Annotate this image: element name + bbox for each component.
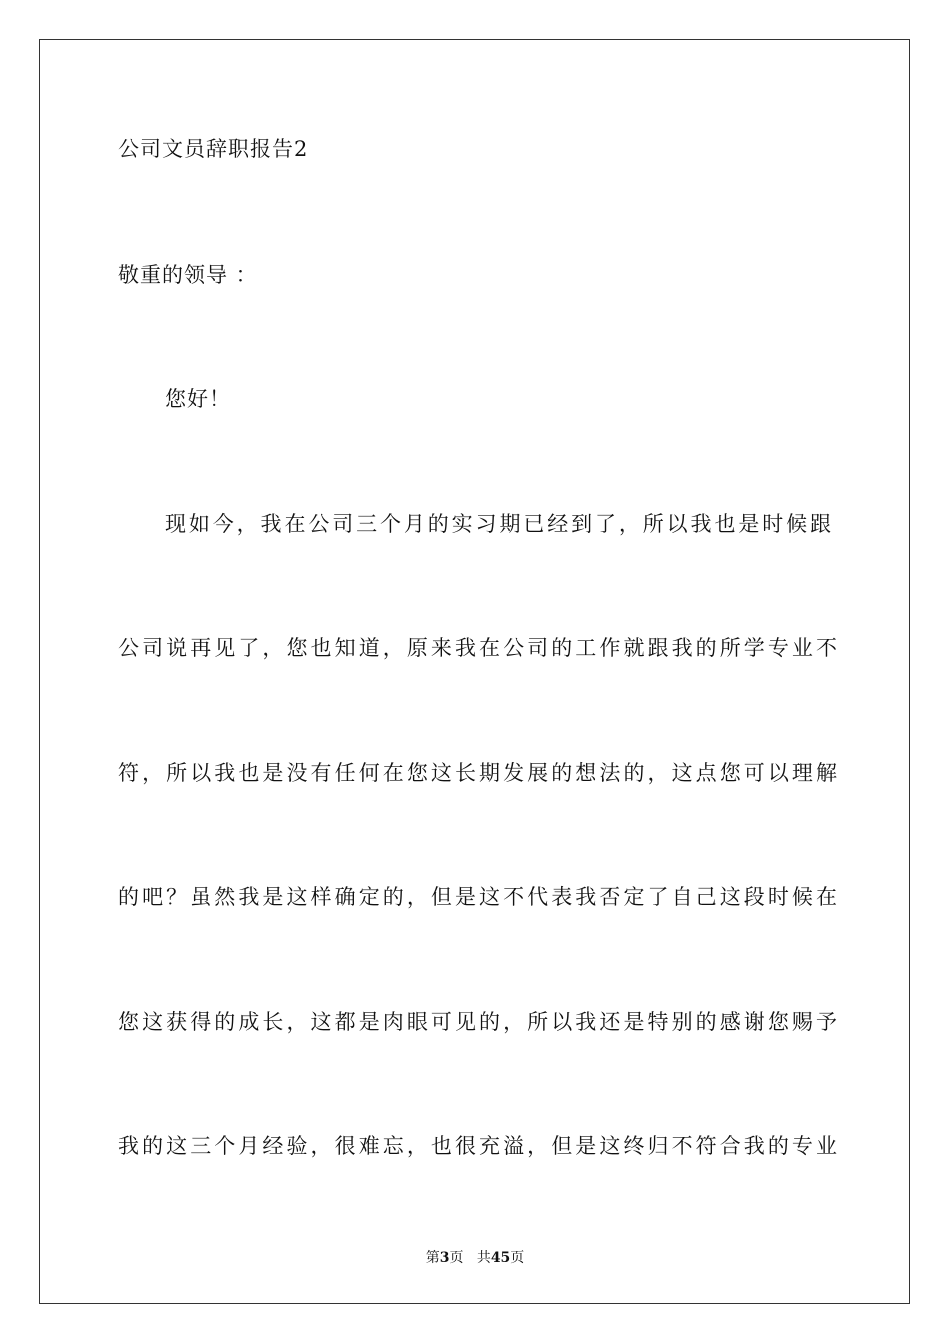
footer-page-number: 3: [439, 1250, 450, 1266]
body-line-3: 符，所以我也是没有任何在您这长期发展的想法的，这点您可以理解: [118, 761, 838, 785]
footer-total-suffix: 页: [510, 1250, 525, 1266]
document-title: 公司文员辞职报告2: [118, 137, 309, 161]
body-line-2: 公司说再见了，您也知道，原来我在公司的工作就跟我的所学专业不: [118, 636, 838, 660]
greeting: 您好！: [165, 387, 231, 411]
footer-page-suffix: 页: [449, 1250, 464, 1266]
page-border: [39, 39, 910, 1304]
salutation: 敬重的领导 ：: [118, 263, 258, 287]
footer-total-pages: 45: [490, 1250, 511, 1266]
page-footer: [0, 1249, 950, 1267]
footer-page-prefix: 第: [425, 1250, 440, 1266]
footer-total-prefix: 共: [476, 1250, 491, 1266]
body-line-1: 现如今，我在公司三个月的实习期已经到了，所以我也是时候跟: [165, 512, 832, 536]
body-line-6: 我的这三个月经验，很难忘，也很充溢，但是这终归不符合我的专业: [118, 1134, 838, 1158]
body-line-4: 的吧？虽然我是这样确定的，但是这不代表我否定了自己这段时候在: [118, 885, 838, 909]
body-line-5: 您这获得的成长，这都是肉眼可见的，所以我还是特别的感谢您赐予: [118, 1010, 838, 1034]
